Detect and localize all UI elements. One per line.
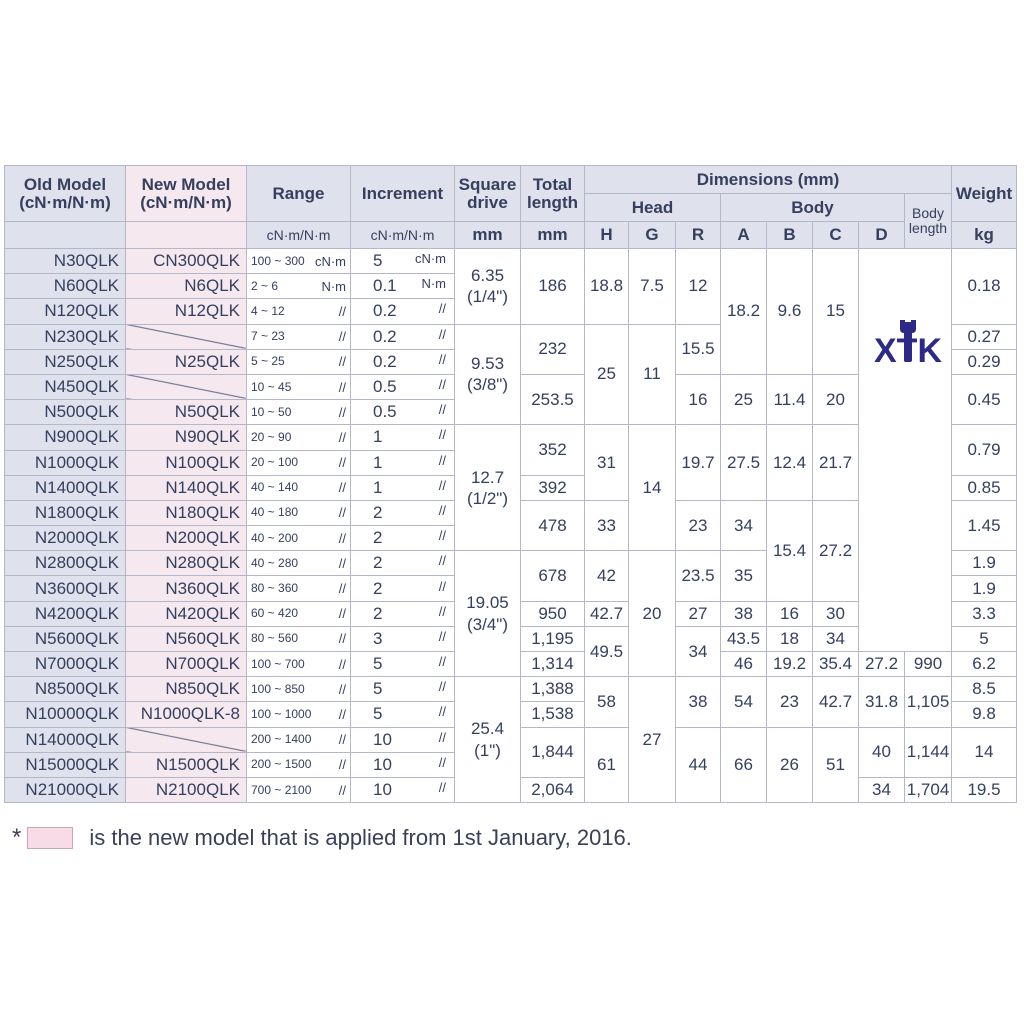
head-r-cell: 16 <box>676 374 721 424</box>
body-a-cell: 35 <box>721 551 767 601</box>
units-r: R <box>676 222 721 249</box>
weight-cell: 0.29 <box>952 349 1017 374</box>
old-model-cell: N10000QLK <box>5 702 126 727</box>
units-weight: kg <box>952 222 1017 249</box>
increment-cell: 2 // <box>351 601 455 626</box>
body-a-cell: 25 <box>721 374 767 424</box>
range-cell: 20 ~ 90 // <box>247 425 351 450</box>
range-cell: 7 ~ 23 // <box>247 324 351 349</box>
square-drive-cell: 12.7 (1/2") <box>455 425 521 551</box>
units-total: mm <box>521 222 585 249</box>
total-length-header: Total length <box>521 166 585 222</box>
body-d-cell: 34 <box>859 777 905 802</box>
units-new <box>126 222 247 249</box>
range-cell: 200 ~ 1400 // <box>247 727 351 752</box>
total-length-cell: 950 <box>521 601 585 626</box>
head-r-cell: 19.7 <box>676 425 721 501</box>
body-header: Body <box>721 194 905 222</box>
weight-cell: 0.45 <box>952 374 1017 424</box>
increment-cell: 3 // <box>351 626 455 651</box>
range-cell: 60 ~ 420 // <box>247 601 351 626</box>
head-h-cell: 58 <box>585 677 629 727</box>
square-drive-cell: 6.35 (1/4") <box>455 249 521 325</box>
head-r-cell: 44 <box>676 727 721 803</box>
new-model-cell: CN300QLK <box>126 249 247 274</box>
old-model-header: Old Model (cN·m/N·m) <box>5 166 126 222</box>
spec-table <box>4 165 1017 803</box>
weight-cell: 9.8 <box>952 702 1017 727</box>
body-a-cell: 38 <box>721 601 767 626</box>
old-model-cell: N21000QLK <box>5 777 126 802</box>
body-b-cell: 19.2 <box>767 652 813 677</box>
total-length-cell: 352 <box>521 425 585 475</box>
range-header: Range <box>247 166 351 222</box>
head-h-cell: 33 <box>585 500 629 550</box>
body-d-cell: 31.8 <box>859 677 905 727</box>
body-c-cell: 34 <box>813 626 859 651</box>
increment-cell: 10 // <box>351 727 455 752</box>
increment-cell: 5 // <box>351 652 455 677</box>
head-r-cell: 27 <box>676 601 721 626</box>
body-length-cell: 1,144 <box>905 727 952 777</box>
total-length-cell: 478 <box>521 500 585 550</box>
body-d-cell: 27.2 <box>859 652 905 677</box>
table-row <box>5 249 1017 274</box>
new-model-cell: N1000QLK-8 <box>126 702 247 727</box>
body-a-cell: 66 <box>721 727 767 803</box>
weight-cell: 0.18 <box>952 249 1017 325</box>
old-model-cell: N4200QLK <box>5 601 126 626</box>
range-cell: 40 ~ 280 // <box>247 551 351 576</box>
increment-cell: 0.5 // <box>351 374 455 399</box>
body-length-cell: 990 <box>905 652 952 677</box>
new-model-header: New Model (cN·m/N·m) <box>126 166 247 222</box>
old-model-cell: N60QLK <box>5 274 126 299</box>
new-model-cell: N1500QLK <box>126 752 247 777</box>
new-model-cell: N2100QLK <box>126 777 247 802</box>
head-h-cell: 49.5 <box>585 626 629 676</box>
body-b-cell: 9.6 <box>767 249 813 375</box>
body-length-header: Body length <box>905 194 952 249</box>
increment-cell: 0.1 N·m <box>351 274 455 299</box>
head-header: Head <box>585 194 721 222</box>
new-model-cell: N280QLK <box>126 551 247 576</box>
body-b-cell: 15.4 <box>767 500 813 601</box>
weight-cell: 14 <box>952 727 1017 777</box>
body-c-cell: 51 <box>813 727 859 803</box>
weight-cell: 0.79 <box>952 425 1017 475</box>
new-model-cell: N850QLK <box>126 677 247 702</box>
weight-cell: 1.9 <box>952 576 1017 601</box>
weight-cell: 5 <box>952 626 1017 651</box>
range-cell: 40 ~ 180 // <box>247 500 351 525</box>
head-g-cell: 7.5 <box>629 249 676 325</box>
new-model-cell: N360QLK <box>126 576 247 601</box>
footnote-star: * <box>12 824 22 851</box>
increment-cell: 1 // <box>351 425 455 450</box>
head-h-cell: 31 <box>585 425 629 501</box>
range-cell: 10 ~ 45 // <box>247 374 351 399</box>
units-g: G <box>629 222 676 249</box>
new-model-cell: N100QLK <box>126 450 247 475</box>
range-cell: 100 ~ 300 cN·m <box>247 249 351 274</box>
total-length-cell: 392 <box>521 475 585 500</box>
head-g-cell: 14 <box>629 425 676 551</box>
new-model-cell: N700QLK <box>126 652 247 677</box>
old-model-cell: N500QLK <box>5 400 126 425</box>
weight-cell: 19.5 <box>952 777 1017 802</box>
body-b-cell: 12.4 <box>767 425 813 501</box>
body-c-cell: 30 <box>813 601 859 626</box>
range-cell: 2 ~ 6 N·m <box>247 274 351 299</box>
xtk-logo <box>852 318 964 384</box>
range-cell: 80 ~ 560 // <box>247 626 351 651</box>
dimensions-header: Dimensions (mm) <box>585 166 952 194</box>
total-length-cell: 232 <box>521 324 585 374</box>
square-drive-cell: 9.53 (3/8") <box>455 324 521 425</box>
old-model-cell: N230QLK <box>5 324 126 349</box>
total-length-cell: 1,388 <box>521 677 585 702</box>
new-model-cell: N560QLK <box>126 626 247 651</box>
body-c-cell: 21.7 <box>813 425 859 501</box>
old-model-cell: N5600QLK <box>5 626 126 651</box>
body-a-cell: 18.2 <box>721 249 767 375</box>
units-square: mm <box>455 222 521 249</box>
new-model-cell: N50QLK <box>126 400 247 425</box>
increment-cell: 5 // <box>351 702 455 727</box>
body-b-cell: 23 <box>767 677 813 727</box>
range-cell: 4 ~ 12 // <box>247 299 351 324</box>
body-a-cell: 54 <box>721 677 767 727</box>
total-length-cell: 186 <box>521 249 585 325</box>
head-r-cell: 12 <box>676 249 721 325</box>
head-r-cell: 34 <box>676 626 721 676</box>
new-model-cell: N180QLK <box>126 500 247 525</box>
old-model-cell: N2000QLK <box>5 526 126 551</box>
body-b-cell: 11.4 <box>767 374 813 424</box>
range-cell: 80 ~ 360 // <box>247 576 351 601</box>
total-length-cell: 253.5 <box>521 374 585 424</box>
head-g-cell: 20 <box>629 551 676 677</box>
increment-cell: 1 // <box>351 475 455 500</box>
new-model-cell: N6QLK <box>126 274 247 299</box>
weight-header: Weight <box>952 166 1017 222</box>
increment-cell: 0.2 // <box>351 299 455 324</box>
increment-cell: 2 // <box>351 500 455 525</box>
head-r-cell: 15.5 <box>676 324 721 374</box>
old-model-cell: N120QLK <box>5 299 126 324</box>
new-model-cell: N140QLK <box>126 475 247 500</box>
new-model-cell: N25QLK <box>126 349 247 374</box>
range-cell: 10 ~ 50 // <box>247 400 351 425</box>
units-d: D <box>859 222 905 249</box>
weight-cell: 3.3 <box>952 601 1017 626</box>
body-c-cell: 27.2 <box>813 500 859 601</box>
new-model-cell: N90QLK <box>126 425 247 450</box>
increment-cell: 10 // <box>351 752 455 777</box>
increment-cell: 5 // <box>351 677 455 702</box>
old-model-cell: N8500QLK <box>5 677 126 702</box>
footnote-text: is the new model that is applied from 1st January, 2016. <box>89 825 632 850</box>
body-a-cell: 43.5 <box>721 626 767 651</box>
old-model-cell: N14000QLK <box>5 727 126 752</box>
increment-cell: 1 // <box>351 450 455 475</box>
no-new-model-cell <box>126 374 247 399</box>
new-model-cell: N420QLK <box>126 601 247 626</box>
units-a: A <box>721 222 767 249</box>
body-a-cell: 27.5 <box>721 425 767 501</box>
range-cell: 200 ~ 1500 // <box>247 752 351 777</box>
body-a-cell: 46 <box>721 652 767 677</box>
body-d-length-blank <box>859 249 952 652</box>
head-g-cell: 27 <box>629 677 676 803</box>
body-length-cell: 1,704 <box>905 777 952 802</box>
head-h-cell: 18.8 <box>585 249 629 325</box>
units-c: C <box>813 222 859 249</box>
total-length-cell: 1,844 <box>521 727 585 777</box>
head-h-cell: 25 <box>585 324 629 425</box>
increment-cell: 2 // <box>351 576 455 601</box>
old-model-cell: N250QLK <box>5 349 126 374</box>
head-r-cell: 38 <box>676 677 721 727</box>
range-cell: 100 ~ 1000 // <box>247 702 351 727</box>
footnote <box>12 824 632 852</box>
increment-header: Increment <box>351 166 455 222</box>
total-length-cell: 678 <box>521 551 585 601</box>
new-model-color-swatch <box>27 827 73 849</box>
head-h-cell: 42.7 <box>585 601 629 626</box>
logo-text: XTK <box>874 332 942 370</box>
old-model-cell: N15000QLK <box>5 752 126 777</box>
units-h: H <box>585 222 629 249</box>
body-a-cell: 34 <box>721 500 767 550</box>
head-h-cell: 42 <box>585 551 629 601</box>
total-length-cell: 1,538 <box>521 702 585 727</box>
range-cell: 40 ~ 200 // <box>247 526 351 551</box>
weight-cell: 0.27 <box>952 324 1017 349</box>
head-g-cell: 11 <box>629 324 676 425</box>
increment-cell: 0.2 // <box>351 324 455 349</box>
old-model-cell: N1400QLK <box>5 475 126 500</box>
body-c-cell: 35.4 <box>813 652 859 677</box>
new-model-cell: N12QLK <box>126 299 247 324</box>
old-model-cell: N450QLK <box>5 374 126 399</box>
old-model-cell: N30QLK <box>5 249 126 274</box>
no-new-model-cell <box>126 324 247 349</box>
body-c-cell: 20 <box>813 374 859 424</box>
increment-cell: 0.2 // <box>351 349 455 374</box>
square-drive-cell: 25.4 (1") <box>455 677 521 803</box>
old-model-cell: N3600QLK <box>5 576 126 601</box>
old-model-cell: N1800QLK <box>5 500 126 525</box>
old-model-cell: N7000QLK <box>5 652 126 677</box>
range-cell: 20 ~ 100 // <box>247 450 351 475</box>
units-old <box>5 222 126 249</box>
weight-cell: 0.85 <box>952 475 1017 500</box>
body-b-cell: 16 <box>767 601 813 626</box>
units-range: cN·m/N·m <box>247 222 351 249</box>
body-d-cell: 40 <box>859 727 905 777</box>
total-length-cell: 2,064 <box>521 777 585 802</box>
old-model-cell: N900QLK <box>5 425 126 450</box>
body-c-cell: 15 <box>813 249 859 375</box>
head-h-cell: 61 <box>585 727 629 803</box>
square-drive-cell: 19.05 (3/4") <box>455 551 521 677</box>
old-model-cell: N1000QLK <box>5 450 126 475</box>
body-length-cell: 1,105 <box>905 677 952 727</box>
units-b: B <box>767 222 813 249</box>
increment-cell: 5 cN·m <box>351 249 455 274</box>
units-increment: cN·m/N·m <box>351 222 455 249</box>
weight-cell: 8.5 <box>952 677 1017 702</box>
increment-cell: 0.5 // <box>351 400 455 425</box>
weight-cell: 1.45 <box>952 500 1017 550</box>
range-cell: 40 ~ 140 // <box>247 475 351 500</box>
body-c-cell: 42.7 <box>813 677 859 727</box>
range-cell: 100 ~ 850 // <box>247 677 351 702</box>
range-cell: 5 ~ 25 // <box>247 349 351 374</box>
increment-cell: 2 // <box>351 526 455 551</box>
total-length-cell: 1,195 <box>521 626 585 651</box>
body-b-cell: 26 <box>767 727 813 803</box>
weight-cell: 1.9 <box>952 551 1017 576</box>
weight-cell: 6.2 <box>952 652 1017 677</box>
no-new-model-cell <box>126 727 247 752</box>
increment-cell: 10 // <box>351 777 455 802</box>
total-length-cell: 1,314 <box>521 652 585 677</box>
table-row <box>5 677 1017 702</box>
range-cell: 100 ~ 700 // <box>247 652 351 677</box>
square-drive-header: Square drive <box>455 166 521 222</box>
head-r-cell: 23 <box>676 500 721 550</box>
new-model-cell: N200QLK <box>126 526 247 551</box>
range-cell: 700 ~ 2100 // <box>247 777 351 802</box>
increment-cell: 2 // <box>351 551 455 576</box>
body-b-cell: 18 <box>767 626 813 651</box>
old-model-cell: N2800QLK <box>5 551 126 576</box>
head-r-cell: 23.5 <box>676 551 721 601</box>
